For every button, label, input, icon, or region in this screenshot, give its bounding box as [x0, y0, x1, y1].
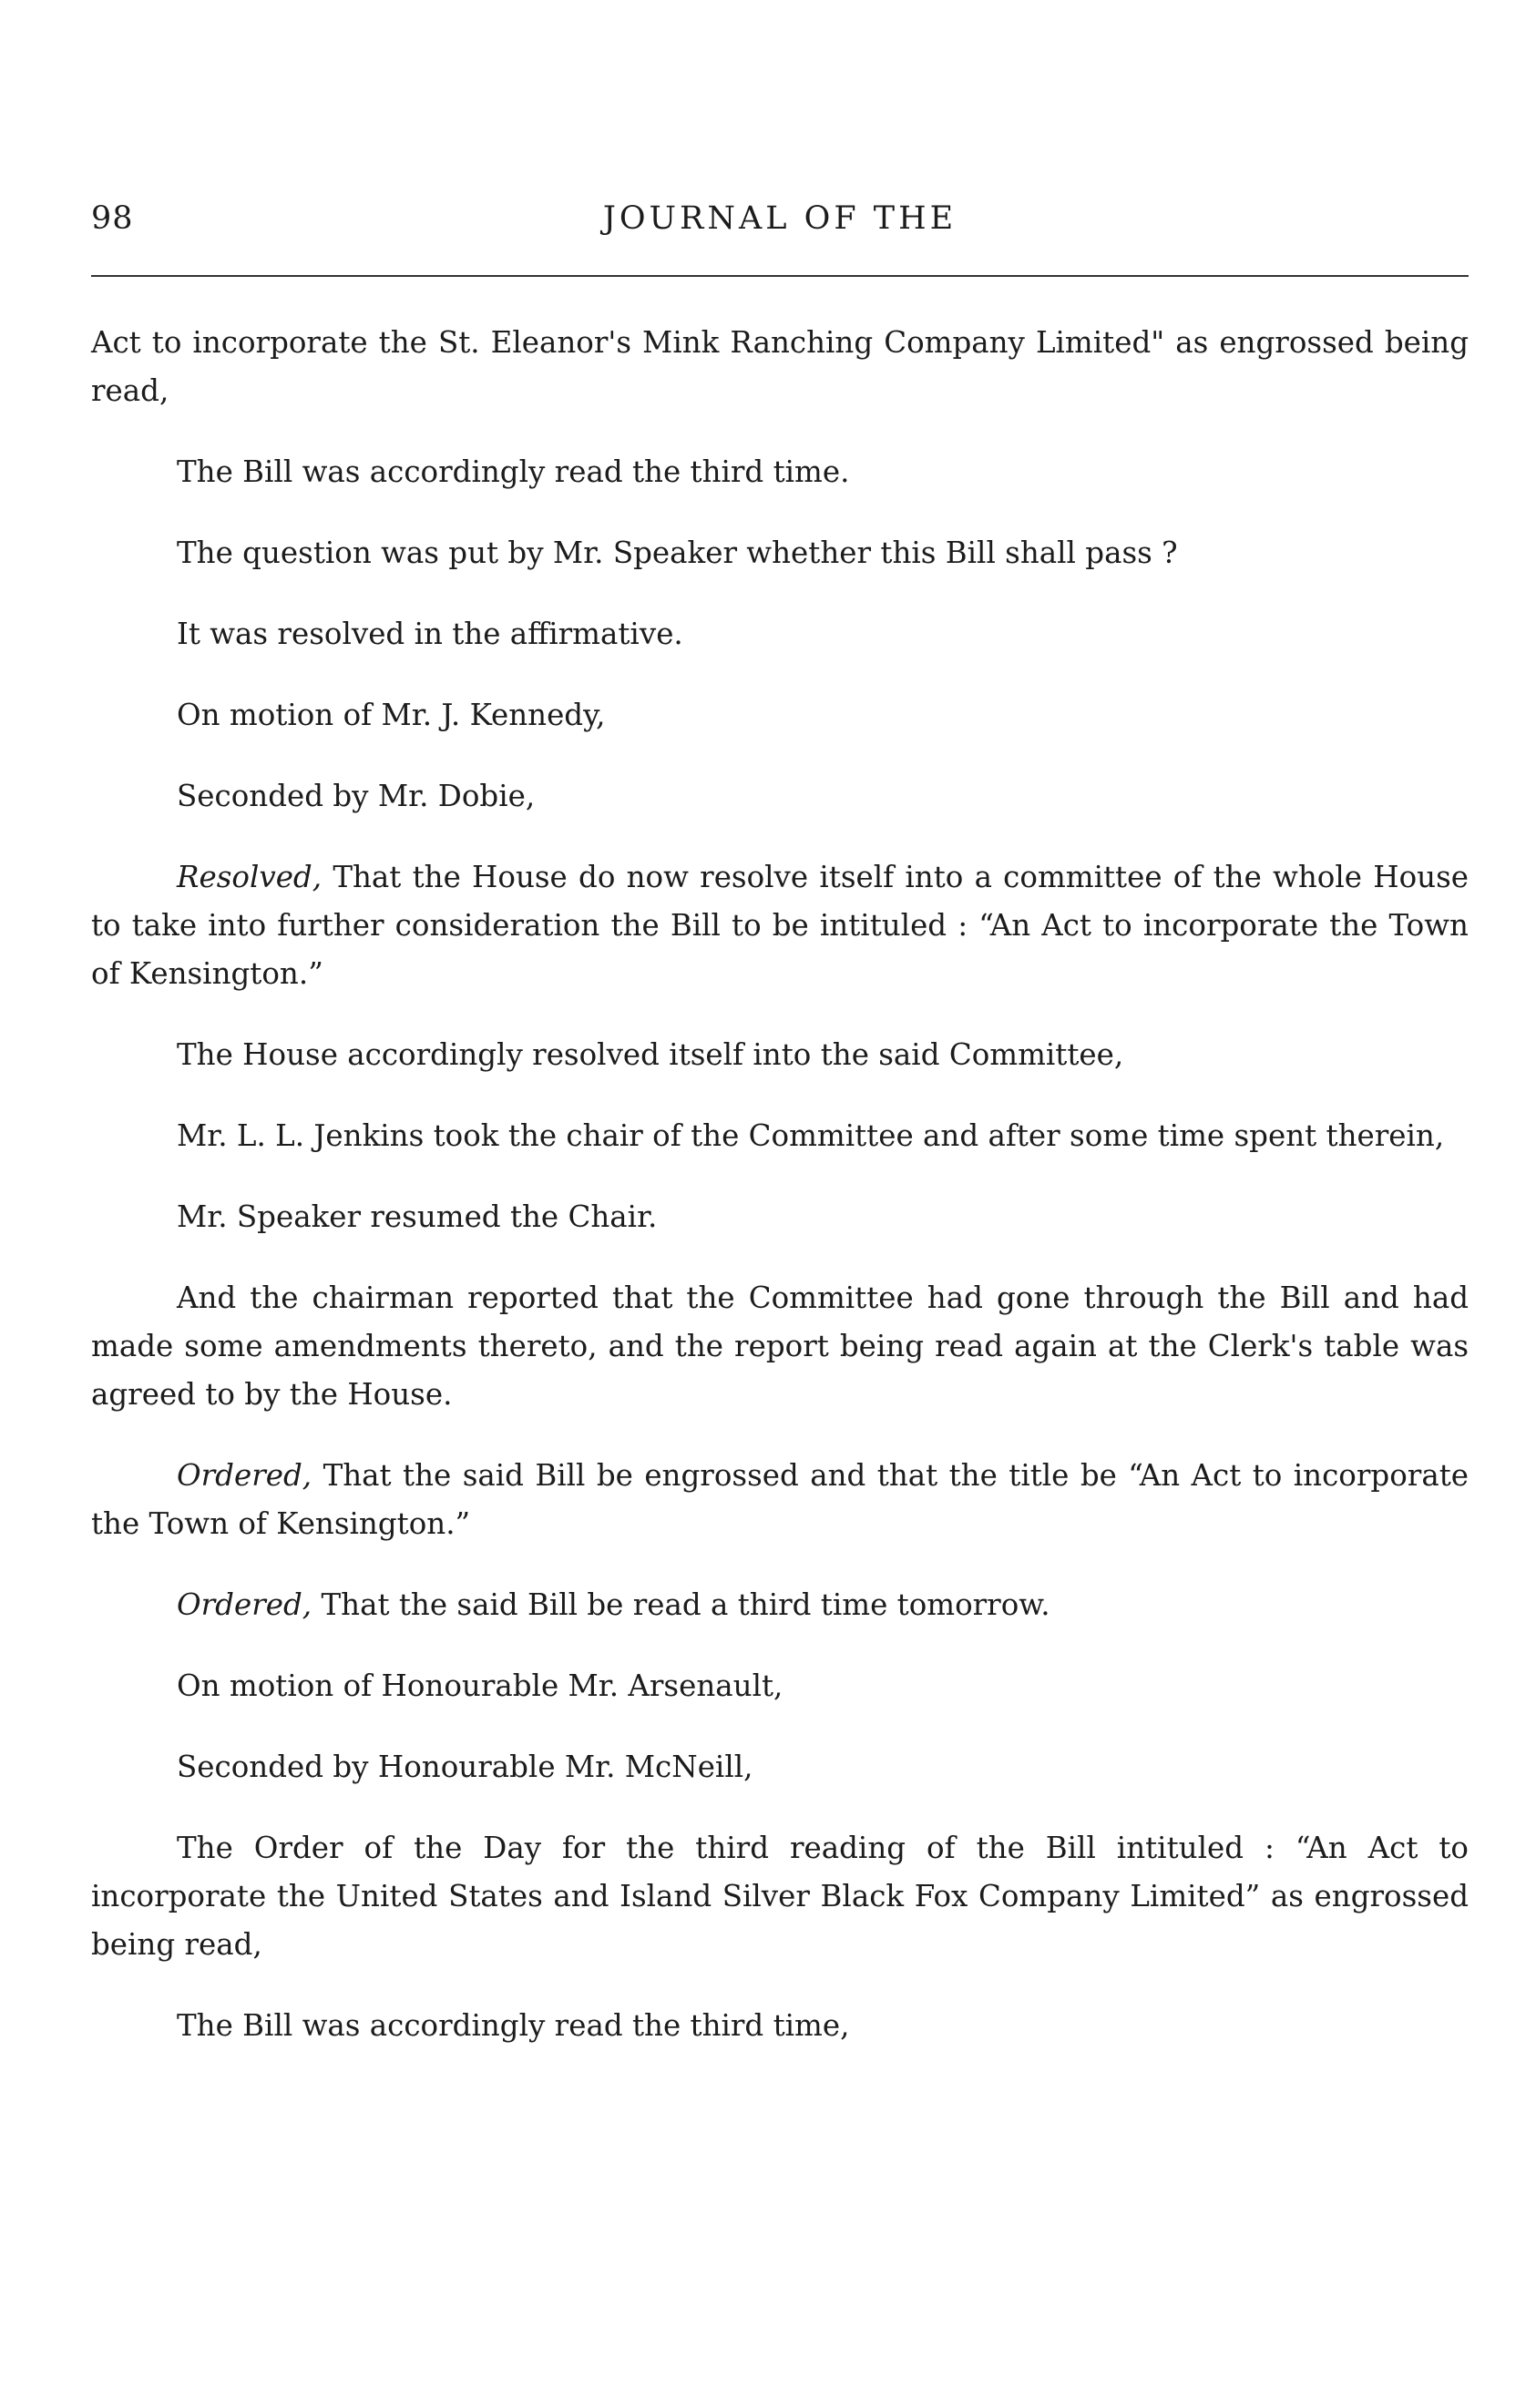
paragraph-order-of-day-fox-company	[91, 1824, 1469, 1969]
paragraph-text: The House accordingly resolved itself into the said Committee,	[177, 1037, 1124, 1072]
paragraph-resolved-committee	[91, 853, 1469, 998]
paragraph-text: The question was put by Mr. Speaker whether this Bill shall pass ?	[177, 536, 1178, 570]
paragraph-text: That the House do now resolve itself into a committee of the whole House to take into further consideration the Bill to be intituled : “An Act to incorporate the Town of Kensington.”	[91, 860, 1469, 991]
paragraph-text: Mr. L. L. Jenkins took the chair of the Committee and after some time spent therein,	[177, 1118, 1445, 1153]
paragraph-chairman-reported	[91, 1274, 1469, 1419]
paragraph-text: Seconded by Mr. Dobie,	[177, 779, 536, 813]
paragraph-bill-read-third-time	[91, 2002, 1469, 2050]
paragraph-seconded-dobie	[91, 772, 1469, 821]
paragraph-text: On motion of Mr. J. Kennedy,	[177, 698, 606, 732]
paragraph-text: That the said Bill be engrossed and that the title be “An Act to incorporate the Town of Kensington.”	[91, 1458, 1469, 1541]
paragraph-house-resolved	[91, 1031, 1469, 1079]
paragraph-third-reading	[91, 448, 1469, 496]
paragraph-text: It was resolved in the affirmative.	[177, 617, 683, 651]
paragraph-text: On motion of Honourable Mr. Arsenault,	[177, 1668, 783, 1703]
paragraph-text: Mr. Speaker resumed the Chair.	[177, 1199, 658, 1234]
page-header	[91, 191, 1469, 255]
paragraph-seconded-mcneill	[91, 1743, 1469, 1791]
paragraph-motion-kennedy	[91, 691, 1469, 740]
paragraph-text: The Order of the Day for the third reading of the Bill intituled : “An Act to incorporate the United States and Island Silver Black Fox Company Limited” as engrossed being read,	[91, 1831, 1469, 1962]
paragraph-motion-arsenault	[91, 1662, 1469, 1710]
paragraph-lead-word: Ordered,	[177, 1587, 312, 1622]
paragraph-bill-engrossed-st-eleanors	[91, 319, 1469, 415]
running-title: JOURNAL OF THE	[602, 200, 957, 237]
page-number: 98	[91, 200, 134, 237]
paragraph-text: And the chairman reported that the Committee had gone through the Bill and had made some amendments thereto, and the report being read again at the Clerk's table was agreed to by the House.	[91, 1281, 1469, 1412]
header-rule	[91, 275, 1469, 277]
paragraph-ordered-third-time	[91, 1581, 1469, 1629]
journal-page	[91, 191, 1469, 2043]
paragraph-text: Seconded by Honourable Mr. McNeill,	[177, 1750, 753, 1784]
paragraph-speaker-resumed	[91, 1193, 1469, 1241]
paragraph-lead-word: Ordered,	[177, 1458, 312, 1493]
paragraph-text: Act to incorporate the St. Eleanor's Mink Ranching Company Limited" as engrossed being read,	[91, 325, 1469, 408]
paragraph-resolved-affirmative	[91, 610, 1469, 658]
paragraph-question-put	[91, 529, 1469, 577]
paragraph-lead-word: Resolved,	[177, 860, 323, 894]
paragraph-text: That the said Bill be read a third time tomorrow.	[321, 1587, 1050, 1622]
paragraph-text: The Bill was accordingly read the third time,	[177, 2008, 850, 2043]
paragraph-jenkins-chair	[91, 1112, 1469, 1160]
journal-body	[91, 319, 1469, 2083]
paragraph-text: The Bill was accordingly read the third time.	[177, 454, 850, 489]
paragraph-ordered-engrossed	[91, 1452, 1469, 1548]
